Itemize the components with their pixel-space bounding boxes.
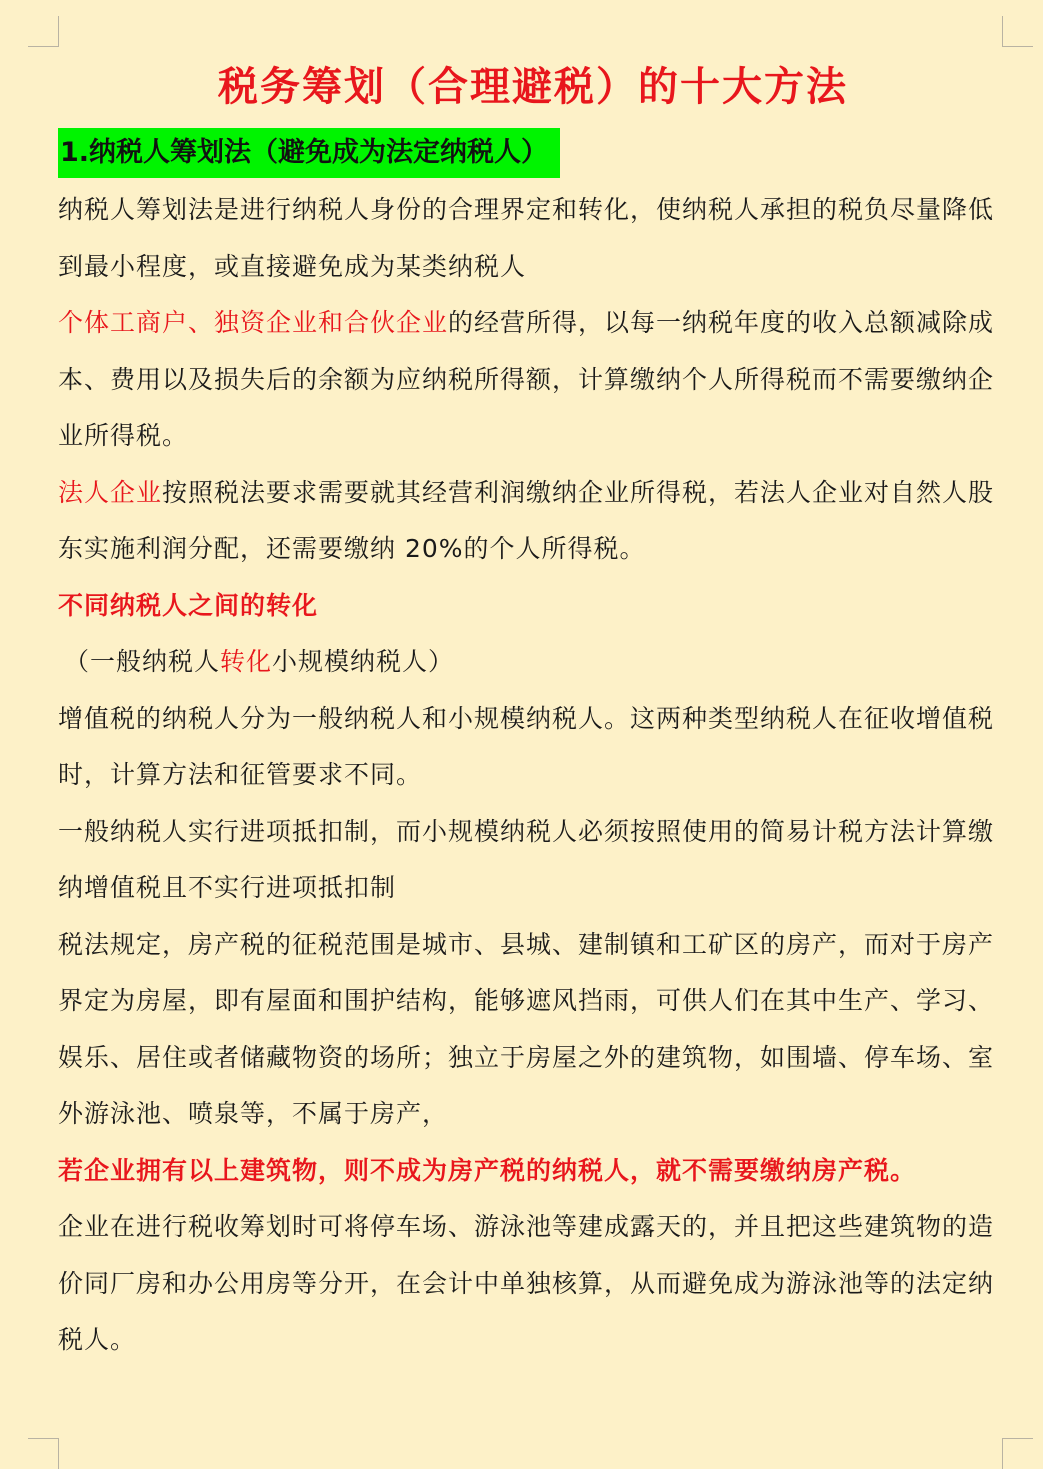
conversion-verb: 转化: [220, 647, 273, 676]
paragraph-vat-methods: 一般纳税人实行进项抵扣制，而小规模纳税人必须按照使用的简易计税方法计算缴纳增值税且不实行进项抵扣制: [58, 816, 995, 902]
corner-mark-top-right: [1002, 16, 1033, 47]
conversion-from: （一般纳税人: [64, 647, 221, 676]
corner-mark-bottom-left: [28, 1438, 59, 1469]
paragraph-planning-advice: 企业在进行税收筹划时可将停车场、游泳池等建成露天的，并且把这些建筑物的造价同厂房和办公用房等分开，在会计中单独核算，从而避免成为游泳池等的法定纳税人。: [58, 1212, 995, 1354]
paragraph-legal-entity: [58, 465, 1008, 578]
conversion-to: 小规模纳税人）: [272, 647, 455, 676]
conversion-line: [58, 634, 1008, 691]
subheading-conversion: 不同纳税人之间的转化: [58, 590, 319, 620]
paragraph-individual-business: [58, 295, 1008, 465]
corner-mark-top-left: [28, 16, 59, 47]
document-title: 税务筹划（合理避税）的十大方法: [218, 64, 848, 110]
paragraph-vat-types: 增值税的纳税人分为一般纳税人和小规模纳税人。这两种类型纳税人在征收增值税时，计算方法和征管要求不同。: [58, 703, 995, 789]
corner-mark-bottom-right: [1002, 1438, 1033, 1469]
paragraph-property-tax-scope: 税法规定，房产税的征税范围是城市、县城、建制镇和工矿区的房产，而对于房产界定为房屋，即有屋面和围护结构，能够遮风挡雨，可供人们在其中生产、学习、娱乐、居住或者储藏物资的场所；独立于房屋之外的建筑物，如围墙、停车场、室外游泳池、喷泉等，不属于房产，: [58, 929, 995, 1128]
highlight-business-types: 个体工商户、独资企业和合伙企业: [58, 308, 449, 337]
document-page: [58, 54, 1008, 1369]
paragraph-text: 的经营所得，以每一纳税年度的收入总额减除成本、费用以及损失后的余额为应纳税所得额，计算缴纳个人所得税而不需要缴纳企业所得税。: [58, 308, 995, 450]
paragraph-intro: 纳税人筹划法是进行纳税人身份的合理界定和转化，使纳税人承担的税负尽量降低到最小程度，或直接避免成为某类纳税人: [58, 195, 995, 281]
paragraph-text: 按照税法要求需要就其经营利润缴纳企业所得税，若法人企业对自然人股东实施利润分配，还需要缴纳 20%的个人所得税。: [58, 477, 995, 563]
paragraph-key-conclusion: 若企业拥有以上建筑物，则不成为房产税的纳税人，就不需要缴纳房产税。: [58, 1155, 917, 1185]
highlight-legal-entity: 法人企业: [58, 477, 163, 507]
section-heading: 1.纳税人筹划法（避免成为法定纳税人）: [58, 128, 560, 178]
